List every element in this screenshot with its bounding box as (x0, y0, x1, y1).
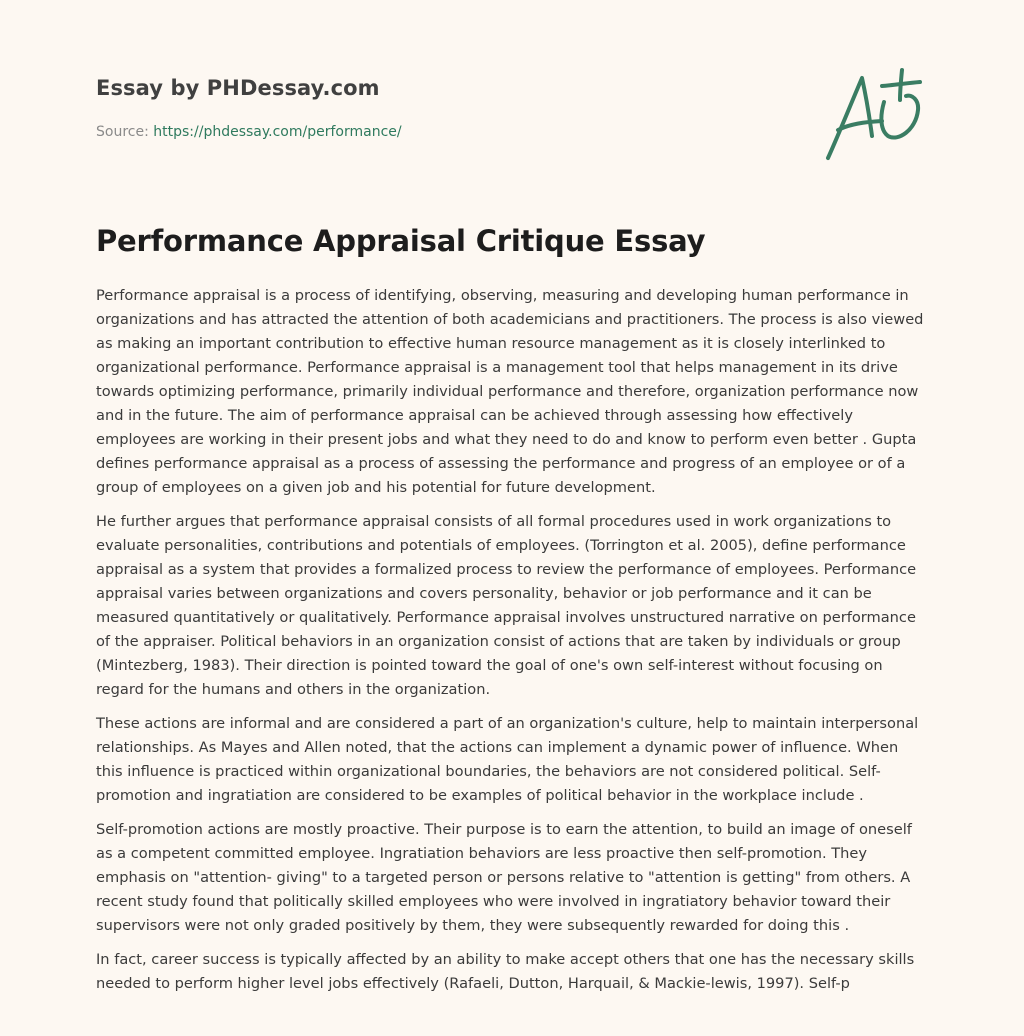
paragraph: These actions are informal and are considered a part of an organization's culture, help to maintain interpersonal relationships. As Mayes and Allen noted, that the actions can implement a dynamic power of influence. When this influence is practiced within organizational boundaries, the behaviors are not considered political. Self-promotion and ingratiation are considered to be examples of political behavior in the workplace include . (96, 715, 919, 804)
essay-body (96, 284, 926, 1006)
site-brand: Essay by PHDessay.com (96, 76, 380, 100)
a-plus-logo-icon (820, 66, 930, 166)
paragraph: Self-promotion actions are mostly proactive. Their purpose is to earn the attention, to build an image of oneself as a competent committed employee. Ingratiation behaviors are less proactive then self-promotion. They emphasis on "attention- giving" to a targeted person or persons relative to "attention is getting" from others. A recent study found that politically skilled employees who were involved in ingratiatory behavior toward their supervisors were not only graded positively by them, they were subsequently rewarded for doing this . (96, 821, 912, 934)
paragraph: In fact, career success is typically affected by an ability to make accept others that one has the necessary skills needed to perform higher level jobs effectively (Rafaeli, Dutton, Harquail, & Mackie-lewis, 1997). Self-p (96, 951, 915, 992)
source-link[interactable]: https://phdessay.com/performance/ (153, 124, 402, 140)
source-label: Source: (96, 124, 154, 140)
paragraph: Performance appraisal is a process of identifying, observing, measuring and developing human performance in organizations and has attracted the attention of both academicians and practitioners. The process is also viewed as making an important contribution to effective human resource management as it is closely interlinked to organizational performance. Performance appraisal is a management tool that helps management in its drive towards optimizing performance, primarily individual performance and therefore, organization performance now and in the future. The aim of performance appraisal can be achieved through assessing how effectively employees are working in their present jobs and what they need to do and know to perform even better . Gupta defines performance appraisal as a process of assessing the performance and progress of an employee or of a group of employees on a given job and his potential for future development. (96, 287, 924, 496)
source-line (96, 124, 402, 140)
essay-title: Performance Appraisal Critique Essay (96, 224, 706, 258)
paragraph: He further argues that performance appraisal consists of all formal procedures used in work organizations to evaluate personalities, contributions and potentials of employees. (Torrington et al. 2005), define performance appraisal as a system that provides a formalized process to review the performance of employees. Performance appraisal varies between organizations and covers personality, behavior or job performance and it can be measured quantitatively or qualitatively. Performance appraisal involves unstructured narrative on performance of the appraiser. Political behaviors in an organization consist of actions that are taken by individuals or group (Mintezberg, 1983). Their direction is pointed toward the goal of one's own self-interest without focusing on regard for the humans and others in the organization. (96, 513, 917, 698)
